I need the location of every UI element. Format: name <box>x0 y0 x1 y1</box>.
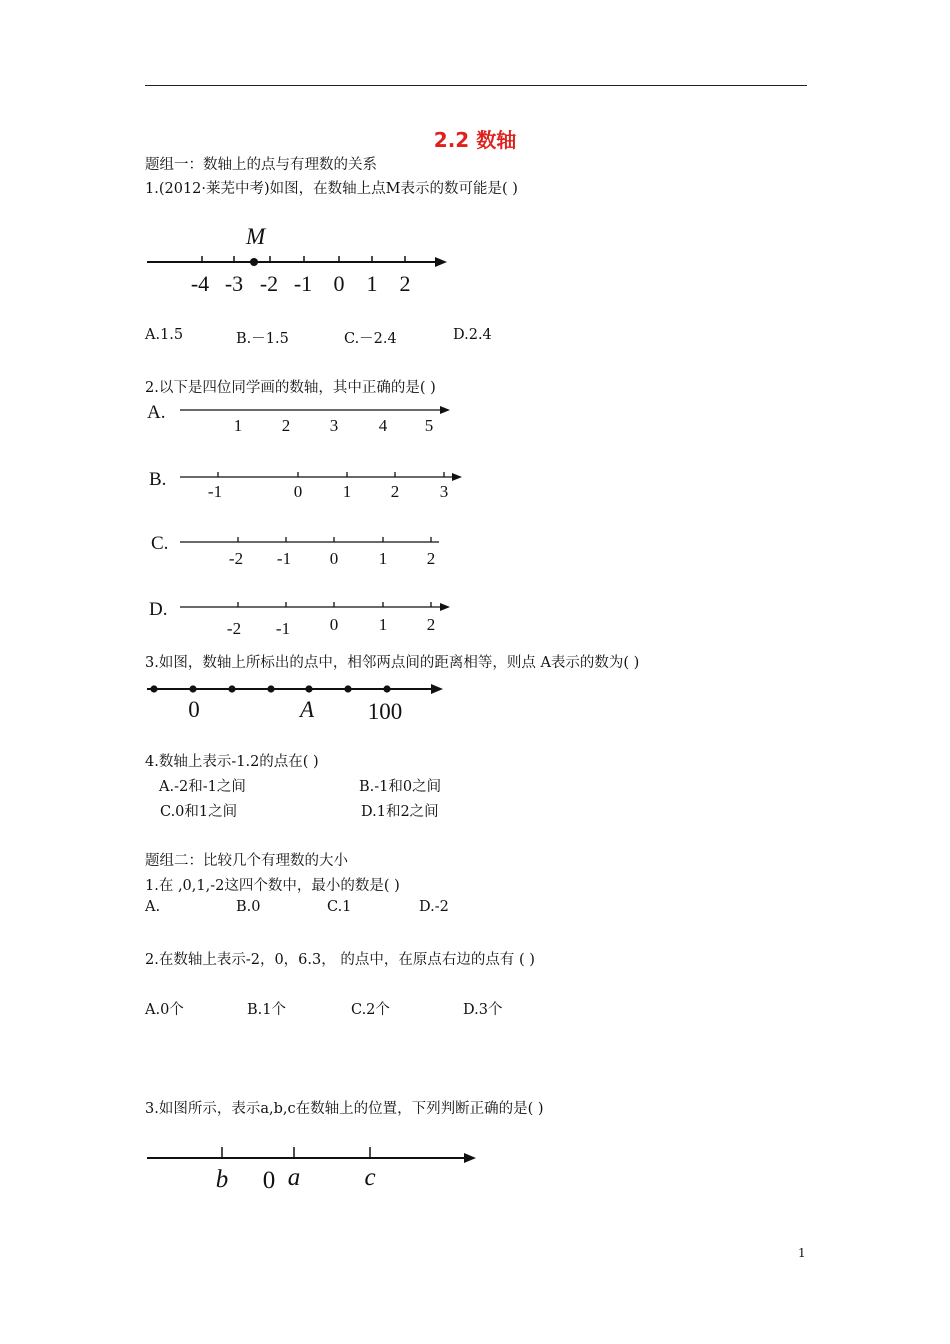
axis-label: A. <box>147 402 166 423</box>
tick-label: -2 <box>259 271 279 296</box>
q2-text: 2.以下是四位同学画的数轴，其中正确的是( ) <box>145 380 436 396</box>
tick-label: -1 <box>293 271 313 296</box>
tick-label: -1 <box>276 549 292 568</box>
tick-label: 3 <box>439 482 449 501</box>
tick-label: -3 <box>224 271 244 296</box>
tick-label: 1 <box>233 416 243 435</box>
q1-option-d: D.2.4 <box>453 327 492 343</box>
g2-q2-option-d: D.3个 <box>463 1002 503 1018</box>
tick-label: 2 <box>426 549 436 568</box>
tick-label: 0 <box>329 615 339 634</box>
label-c: c <box>364 1164 376 1191</box>
tick-label: -2 <box>226 619 242 638</box>
q2-axis-a <box>145 396 465 438</box>
label-a: a <box>287 1164 301 1191</box>
q4-option-d: D.1和2之间 <box>361 804 439 820</box>
tick-label: 4 <box>378 416 388 435</box>
header-rule <box>145 85 807 86</box>
q1-text: 1.(2012·莱芜中考)如图，在数轴上点M表示的数可能是( ) <box>145 181 518 197</box>
tick-label: 1 <box>366 271 378 296</box>
group2-heading: 题组二：比较几个有理数的大小 <box>145 853 348 869</box>
page-number: 1 <box>798 1246 806 1260</box>
label-hundred: 100 <box>367 699 403 724</box>
label-zero: 0 <box>188 697 200 722</box>
tick-label: 3 <box>329 416 339 435</box>
axis-label: B. <box>149 469 167 490</box>
tick-label: 0 <box>333 271 345 296</box>
tick-label: 2 <box>390 482 400 501</box>
tick-label: 2 <box>281 416 291 435</box>
tick-label: 0 <box>293 482 303 501</box>
q1-option-b: B.－1.5 <box>236 331 289 347</box>
g2-q2-text: 2.在数轴上表示-2，0，6.3， 的点中，在原点右边的点有 ( ) <box>145 952 535 968</box>
label-b: b <box>215 1166 229 1193</box>
q3-number-line <box>145 676 455 724</box>
point-m-label: M <box>246 224 266 249</box>
q1-number-line <box>145 222 455 302</box>
tick-label: 1 <box>378 549 388 568</box>
tick-label: 1 <box>342 482 352 501</box>
g2-q3-number-line <box>145 1140 485 1196</box>
axis-label: D. <box>149 599 168 620</box>
q3-text: 3.如图，数轴上所标出的点中，相邻两点间的距离相等，则点 A表示的数为( ) <box>145 655 640 671</box>
tick-label: 2 <box>399 271 411 296</box>
label-zero: 0 <box>262 1167 276 1194</box>
g2-q2-option-c: C.2个 <box>351 1002 390 1018</box>
q1-option-c: C.－2.4 <box>344 331 397 347</box>
q2-axis-b <box>145 462 475 504</box>
g2-q3-text: 3.如图所示，表示a,b,c在数轴上的位置，下列判断正确的是( ) <box>145 1101 544 1117</box>
axis-label: C. <box>151 533 169 554</box>
g2-q1-option-c: C.1 <box>327 899 352 915</box>
tick-label: -1 <box>207 482 223 501</box>
q2-axis-c <box>145 528 455 570</box>
q4-option-c: C.0和1之间 <box>160 804 238 820</box>
g2-q1-option-d: D.-2 <box>419 899 449 915</box>
q4-option-b: B.-1和0之间 <box>359 779 442 795</box>
label-a: A <box>299 697 315 722</box>
group1-heading: 题组一：数轴上的点与有理数的关系 <box>145 157 377 173</box>
page-title: 2.2 数轴 <box>433 128 517 152</box>
tick-label: -1 <box>275 619 291 638</box>
tick-label: -2 <box>228 549 244 568</box>
tick-label: 2 <box>426 615 436 634</box>
tick-label: 5 <box>424 416 434 435</box>
tick-label: 1 <box>378 615 388 634</box>
tick-label: -4 <box>190 271 210 296</box>
q2-axis-d <box>145 594 465 640</box>
g2-q1-text: 1.在 ,0,1,-2这四个数中，最小的数是( ) <box>145 878 400 894</box>
g2-q1-option-a: A. <box>145 899 161 915</box>
q4-text: 4.数轴上表示-1.2的点在( ) <box>145 754 319 770</box>
point-m-dot <box>250 258 258 266</box>
g2-q1-option-b: B.0 <box>236 899 261 915</box>
q1-option-a: A.1.5 <box>145 327 184 343</box>
q4-option-a: A.-2和-1之间 <box>159 779 246 795</box>
tick-label: 0 <box>329 549 339 568</box>
g2-q2-option-b: B.1个 <box>247 1002 286 1018</box>
g2-q2-option-a: A.0个 <box>145 1002 184 1018</box>
